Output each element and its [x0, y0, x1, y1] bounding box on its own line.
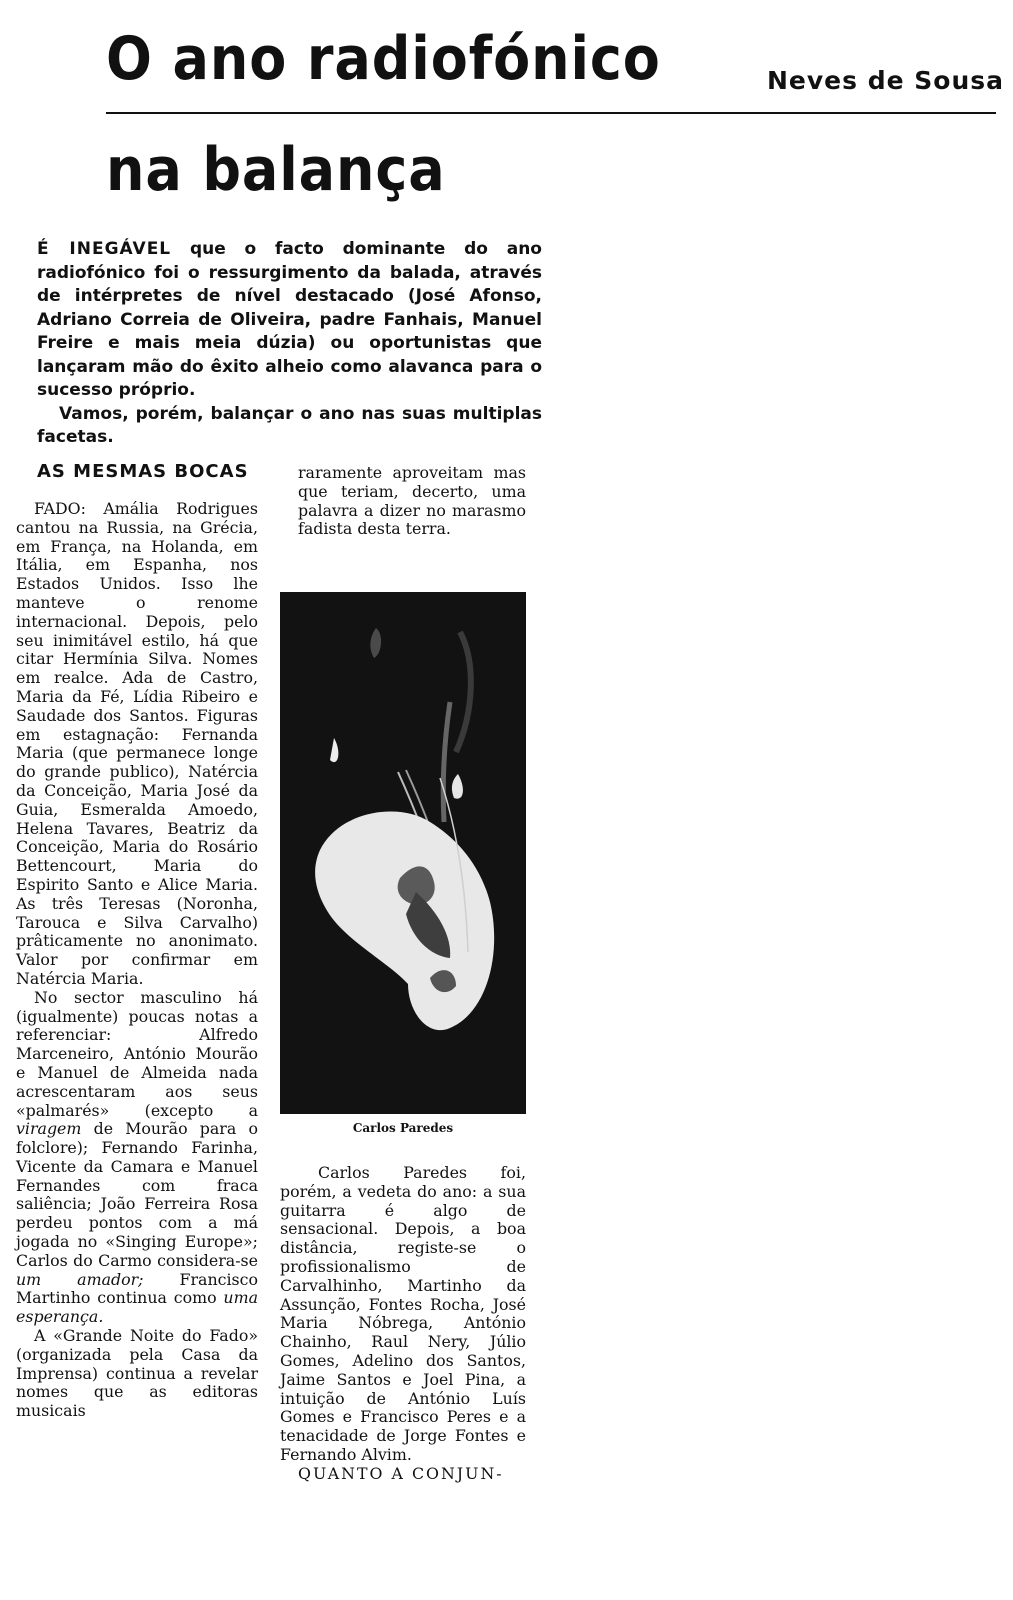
text-run: de Mourão para o folclore); Fernando Farinha, Vicente da Camara e Manuel Fernandes com fraca saliência; João Ferreira Rosa perdeu pontos com a má jogada no «Singing Europe»; Carlos do Carmo considera-se: [16, 1119, 258, 1270]
header-rule: [106, 112, 996, 114]
photo-caption: Carlos Paredes: [352, 1121, 454, 1135]
section-subhead: AS MESMAS BOCAS: [37, 461, 249, 482]
text-run: No sector masculino há (igualmente) poucas notas a referenciar: Alfredo Marceneiro, António Mourão e Manuel de Almeida nada acrescentaram aos seus «palmarés» (excepto a: [16, 987, 258, 1120]
column-1-paragraph-2: [16, 989, 258, 1327]
byline: Neves de Sousa: [767, 66, 1004, 95]
column-2-top-paragraph: raramente aproveitam mas que teriam, decerto, uma palavra a dizer no marasmo fadista desta terra.: [298, 463, 526, 539]
photo-guitar: [280, 592, 526, 1114]
column-1-paragraph-3: A «Grande Noite do Fado» (organizada pela Casa da Imprensa) continua a revelar nomes que as editoras musicais: [16, 1326, 258, 1421]
intro-paragraph-1-text: que o facto dominante do ano radiofónico foi o ressurgimento da balada, através de intérpretes de nível destacado (José Afonso, Adriano Correia de Oliveira, padre Fanhais, Manuel Freire e mais meia dúzia) ou oportunistas que lançaram mão do êxito alheio como alavanca para o sucesso próprio.: [37, 239, 542, 400]
column-2-top: [298, 464, 526, 539]
text-run: Francisco Martinho continua como: [16, 1269, 258, 1308]
intro-paragraph-2: Vamos, porém, balançar o ano nas suas multiplas facetas.: [37, 403, 542, 447]
intro-lead-word: É INEGÁVEL: [37, 239, 172, 259]
column-2-section-start: QUANTO A CONJUN-: [298, 1463, 504, 1483]
headline-line-1: O ano radiofónico: [106, 24, 661, 94]
column-1-paragraph-1: FADO: Amália Rodrigues cantou na Russia, na Grécia, em França, na Holanda, em Itália, em Espanha, nos Estados Unidos. Isso lhe manteve o renome internacional. Depois, pelo seu inimitável estilo, há que citar Hermínia Silva. Nomes em realce. Ada de Castro, Maria da Fé, Lídia Ribeiro e Saudade dos Santos. Figuras em estagnação: Fernanda Maria (que permanece longe do grande publico), Natércia da Conceição, Maria José da Guia, Esmeralda Amoedo, Helena Tavares, Beatriz da Conceição, Maria do Rosário Bettencourt, Maria do Espirito Santo e Alice Maria. As três Teresas (Noronha, Tarouca e Silva Carvalho) prâticamente no anonimato. Valor por confirmar em Natércia Maria.: [16, 499, 258, 988]
emphasis-run: viragem: [16, 1119, 82, 1139]
emphasis-run: um amador;: [16, 1269, 144, 1289]
guitar-illustration: [280, 592, 526, 1114]
column-2-paragraph-1: Carlos Paredes foi, porém, a vedeta do ano: a sua guitarra é algo de sensacional. Depois, a boa distância, registe-se o profissionalismo de Carvalhinho, Martinho da Assunção, Fontes Rocha, José Maria Nóbrega, António Chainho, Raul Nery, Júlio Gomes, Adelino dos Santos, Jaime Santos e Joel Pina, a intuição de António Luís Gomes e Francisco Peres e a tenacidade de Jorge Fontes e Fernando Alvim.: [280, 1163, 526, 1464]
column-1: [16, 500, 258, 1421]
intro-paragraph-1: [37, 238, 542, 403]
column-2-bottom: [280, 1164, 526, 1484]
intro-block: [37, 238, 542, 450]
emphasis-run: uma esperança.: [16, 1288, 258, 1327]
headline-line-2: na balança: [106, 135, 446, 205]
